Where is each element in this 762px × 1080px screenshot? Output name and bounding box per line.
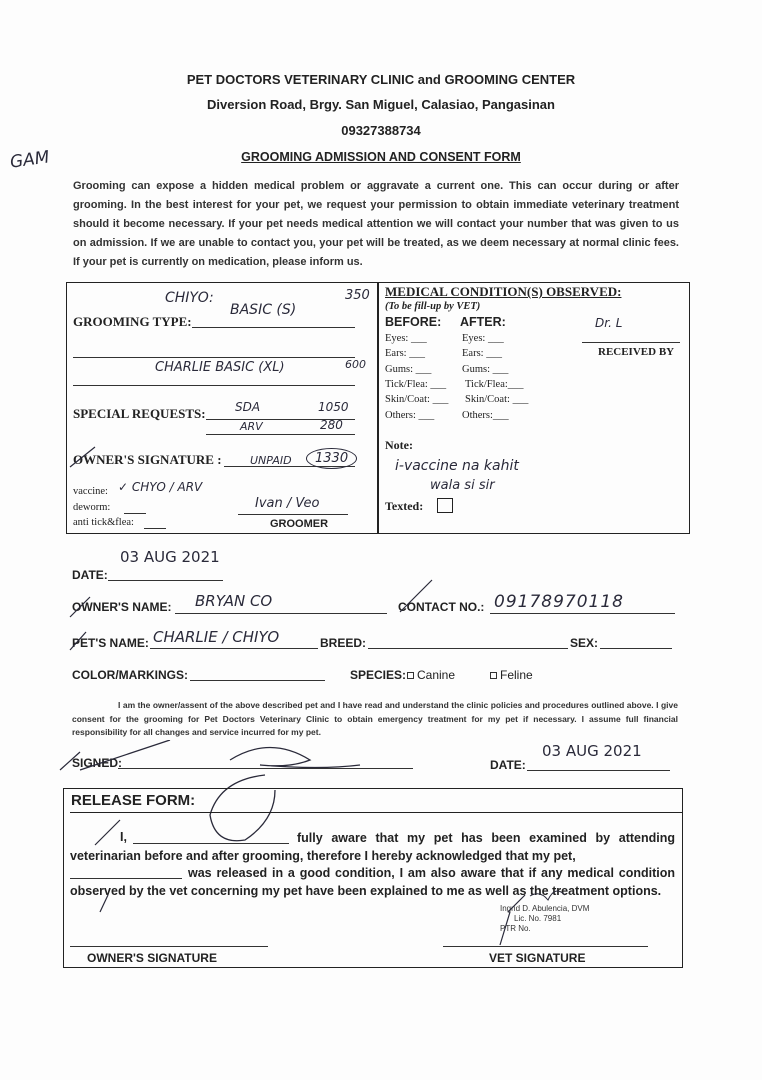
signed-date-value: 03 AUG 2021: [542, 742, 642, 760]
hw-1050: 1050: [318, 400, 349, 414]
hw-unpaid: UNPAID: [250, 454, 292, 467]
hw-charlie-basic: CHARLIE BASIC (XL): [155, 360, 285, 375]
color-label: COLOR/MARKINGS:: [72, 668, 188, 682]
tickflea-line: [144, 528, 166, 529]
canine-checkbox[interactable]: [407, 672, 414, 679]
contact-label: CONTACT NO.:: [398, 600, 485, 614]
contact-value: 09178970118: [494, 592, 624, 612]
hw-280: 280: [320, 418, 343, 432]
pets-name-line: [150, 648, 318, 649]
hw-sda: SDA: [235, 400, 261, 414]
before-tickflea: Tick/Flea: ___: [385, 379, 447, 390]
owner-signature-line-release: [70, 946, 268, 947]
texted-checkbox[interactable]: [437, 498, 453, 513]
owners-name-label: OWNER'S NAME:: [72, 600, 172, 614]
release-text-2: fully aware that my pet has been examined by attending veterinarian before and after grooming, therefore I hereby acknowledged that my pet,: [70, 831, 675, 863]
pets-name-value: CHARLIE / CHIYO: [153, 628, 280, 646]
consent-paragraph: I am the owner/assent of the above described pet and I have read and understand the clinic policies and procedures outlined above. I give consent for the grooming for Pet Doctors Veterinary Clinic to obtain emergency treatment for my pet if necessary. I assume full financial responsibility for all changes and service incurred for my pet.: [72, 700, 678, 737]
hw-basic-s: BASIC (S): [230, 302, 297, 318]
groomer-line: [238, 514, 348, 515]
breed-label: BREED:: [320, 636, 367, 650]
feline-option[interactable]: Feline: [490, 668, 533, 682]
sex-label: SEX:: [570, 636, 599, 650]
pets-name-label: PET'S NAME:: [72, 636, 149, 650]
margin-note: GAM: [8, 147, 51, 173]
signed-date-line: [527, 770, 670, 771]
deworm-label: deworm:: [73, 502, 111, 513]
hw-1330: 1330: [306, 448, 357, 469]
before-skincoat: Skin/Coat: ___: [385, 394, 449, 405]
vet-stamp-ptr: PTR No.: [500, 924, 531, 933]
owner-signature-label: OWNER'S SIGNATURE :: [73, 452, 222, 467]
received-by-line: [582, 342, 680, 343]
feline-checkbox[interactable]: [490, 672, 497, 679]
hw-received-by: Dr. L: [595, 316, 623, 330]
release-divider: [70, 812, 682, 813]
signed-label: SIGNED:: [72, 756, 123, 770]
grooming-type-label: GROOMING TYPE:: [73, 314, 192, 329]
release-i: I,: [120, 830, 127, 844]
hw-groomer-name: Ivan / Veo: [255, 496, 320, 511]
date-label: DATE:: [72, 568, 108, 582]
vet-stamp-license: Lic. No. 7981: [514, 914, 562, 923]
medical-subtitle: (To be fill-up by VET): [385, 301, 481, 312]
signed-date-label: DATE:: [490, 758, 526, 772]
species-label: SPECIES:: [350, 668, 407, 682]
hw-vaccine: ✓ CHYO / ARV: [118, 480, 203, 494]
vaccine-label: vaccine:: [73, 486, 108, 497]
release-text-3: was released in a good condition, I am also aware that if any medical condition observed by the vet concerning my pet have been explained to me as well as the treatment options.: [70, 866, 675, 898]
tickflea-label: anti tick&flea:: [73, 517, 134, 528]
vet-signature-label: VET SIGNATURE: [489, 951, 586, 965]
canine-option[interactable]: Canine: [407, 668, 455, 682]
hw-note-line2: wala si sir: [430, 478, 495, 493]
after-label: AFTER:: [460, 315, 506, 329]
form-title: GROOMING ADMISSION AND CONSENT FORM: [241, 150, 521, 164]
breed-line: [368, 648, 568, 649]
intro-paragraph: Grooming can expose a hidden medical problem or aggravate a current one. This can occur during or after grooming. In the best interest for your pet, we request your permission to obtain immediate veterinary treatment should it become necessary. If your pet needs medical attention we will contact your number that was given to us on admission. If we are unable to contact you, your pet will be treated, as we deem necessary at normal clinic fees. If your pet is currently on medication, please inform us.: [73, 180, 679, 268]
received-by-label: RECEIVED BY: [598, 346, 675, 358]
owners-name-line: [175, 613, 387, 614]
after-skincoat: Skin/Coat: ___: [465, 394, 529, 405]
deworm-line: [124, 513, 146, 514]
clinic-phone: 09327388734: [341, 123, 421, 138]
color-line: [190, 680, 325, 681]
clinic-name: PET DOCTORS VETERINARY CLINIC and GROOMING CENTER: [186, 72, 576, 87]
hw-350: 350: [345, 288, 370, 303]
clinic-address: Diversion Road, Brgy. San Miguel, Calasiao, Pangasinan: [207, 97, 555, 112]
before-eyes: Eyes: ___: [385, 333, 427, 344]
before-gums: Gums: ___: [385, 364, 432, 375]
date-line: [108, 580, 223, 581]
note-label: Note:: [385, 438, 413, 452]
grooming-type-line-2: [73, 357, 355, 358]
after-others: Others:___: [462, 410, 509, 421]
special-requests-label: SPECIAL REQUESTS:: [73, 406, 206, 421]
after-gums: Gums: ___: [462, 364, 509, 375]
release-owner-signature-label: OWNER'S SIGNATURE: [87, 951, 217, 965]
medical-title: MEDICAL CONDITION(S) OBSERVED:: [385, 284, 622, 299]
sex-line: [600, 648, 672, 649]
vet-stamp-name: Ingrid D. Abulencia, DVM: [500, 904, 590, 913]
release-title: RELEASE FORM:: [71, 792, 196, 809]
grooming-type-line: [192, 327, 355, 328]
groomer-label: GROOMER: [270, 518, 329, 530]
after-tickflea: Tick/Flea:___: [465, 379, 524, 390]
special-requests-line-2: [206, 434, 355, 435]
hw-arv: ARV: [240, 420, 263, 433]
contact-line: [490, 613, 675, 614]
before-others: Others: ___: [385, 410, 435, 421]
texted-label: Texted:: [385, 499, 424, 513]
vet-signature-line: [443, 946, 648, 947]
owners-name-value: BRYAN CO: [195, 592, 273, 610]
before-label: BEFORE:: [385, 315, 442, 329]
hw-note-line1: i-vaccine na kahit: [395, 458, 519, 474]
before-ears: Ears: ___: [385, 348, 425, 359]
after-ears: Ears: ___: [462, 348, 502, 359]
vet-stamp: [500, 904, 589, 934]
after-eyes: Eyes: ___: [462, 333, 504, 344]
grooming-type-line-3: [73, 385, 355, 386]
hw-chiyo: CHIYO:: [165, 290, 214, 306]
date-value: 03 AUG 2021: [120, 548, 220, 566]
hw-600: 600: [345, 358, 366, 371]
